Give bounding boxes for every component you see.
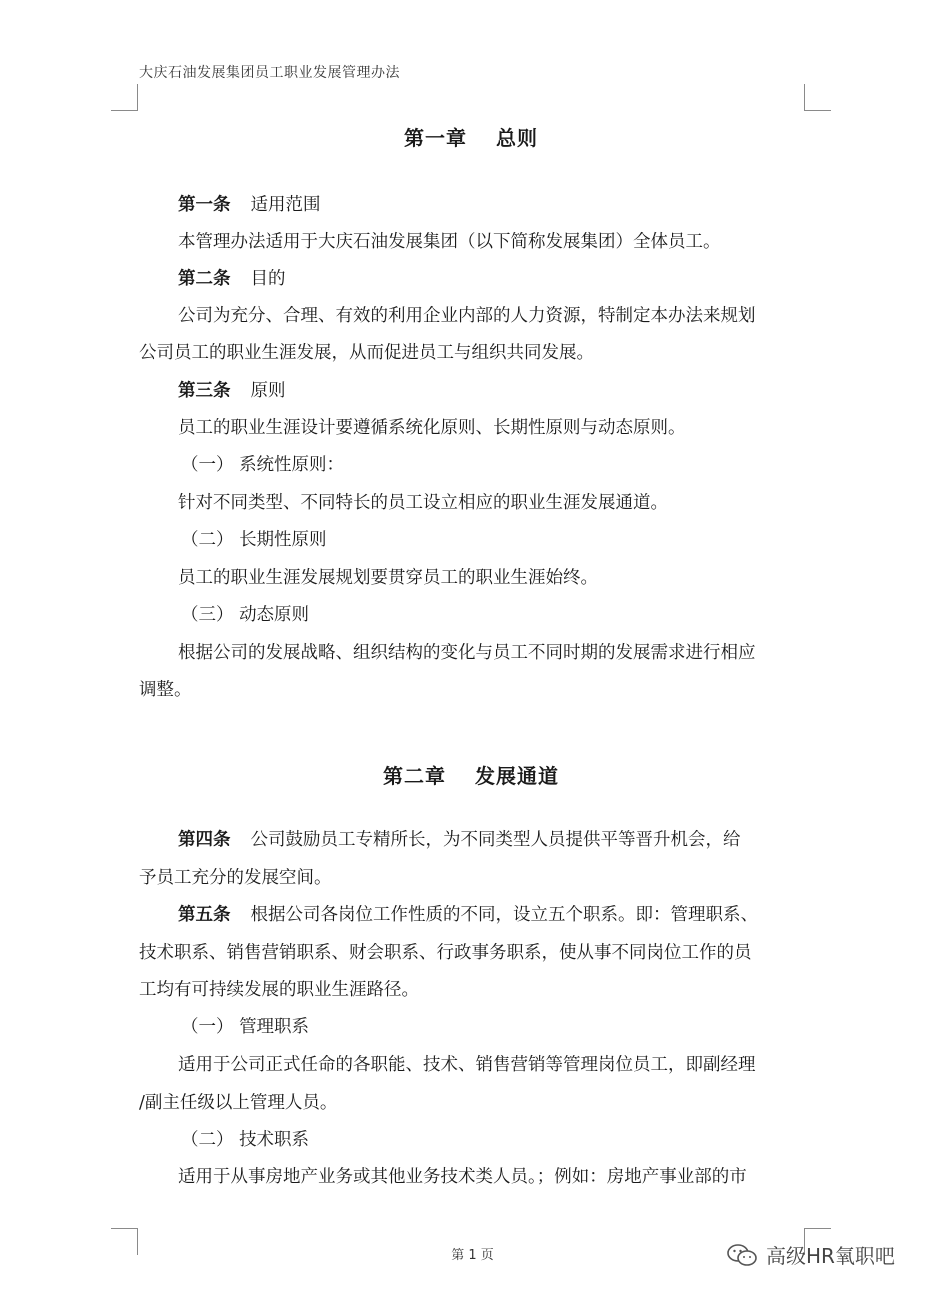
corner-mark-top-right (804, 84, 831, 111)
track-2-title: （二） 技术职系 (181, 1130, 310, 1150)
article-3-text: 员工的职业生涯设计要遵循系统化原则、长期性原则与动态原则。 (178, 418, 686, 438)
chapter-1-title: 第一章 总则 (404, 126, 538, 150)
chapter-2-title: 第二章 发展通道 (383, 764, 559, 788)
article-4-text-2: 予员工充分的发展空间。 (139, 868, 332, 888)
article-3-title: 原则 (250, 381, 286, 401)
running-header: 大庆石油发展集团员工职业发展管理办法 (139, 65, 400, 81)
principle-3-text-2: 调整。 (139, 680, 192, 700)
article-3-heading (139, 379, 842, 403)
track-2-text-1: 适用于从事房地产业务或其他业务技术类人员。；例如：房地产事业部的市 (178, 1167, 747, 1187)
watermark (726, 1240, 895, 1269)
article-5-text-1: 根据公司各岗位工作性质的不同，设立五个职系。即：管理职系、 (250, 905, 758, 925)
principle-1-text: 针对不同类型、不同特长的员工设立相应的职业生涯发展通道。 (178, 493, 668, 513)
article-2-label: 第二条 (178, 269, 231, 289)
principle-1-title: （一） 系统性原则： (181, 455, 345, 475)
track-1-text-2: /副主任级以上管理人员。 (139, 1093, 338, 1113)
article-3-label: 第三条 (178, 381, 231, 401)
article-4-line-1 (139, 828, 842, 852)
article-2-title: 目的 (250, 269, 286, 289)
principle-2-text: 员工的职业生涯发展规划要贯穿员工的职业生涯始终。 (178, 568, 598, 588)
watermark-text: 高级HR氧职吧 (766, 1244, 895, 1268)
article-4-label: 第四条 (178, 830, 231, 850)
article-5-text-3: 工均有可持续发展的职业生涯路径。 (139, 980, 419, 1000)
track-1-title: （一） 管理职系 (181, 1017, 310, 1037)
article-1-text: 本管理办法适用于大庆石油发展集团（以下简称发展集团）全体员工。 (178, 232, 721, 252)
article-2-text-2: 公司员工的职业生涯发展，从而促进员工与组织共同发展。 (139, 343, 594, 363)
principle-3-text-1: 根据公司的发展战略、组织结构的变化与员工不同时期的发展需求进行相应 (178, 643, 756, 663)
wechat-icon (726, 1243, 758, 1267)
article-1-label: 第一条 (178, 195, 231, 215)
article-4-text-1: 公司鼓励员工专精所长，为不同类型人员提供平等晋升机会，给 (250, 830, 741, 850)
article-5-text-2: 技术职系、销售营销职系、财会职系、行政事务职系，使从事不同岗位工作的员 (139, 943, 752, 963)
principle-2-title: （二） 长期性原则 (181, 530, 327, 550)
page-number: 第 1 页 (451, 1248, 494, 1263)
article-1-title: 适用范围 (250, 195, 321, 215)
article-2-heading (139, 267, 842, 291)
article-2-text-1: 公司为充分、合理、有效的利用企业内部的人力资源，特制定本办法来规划 (178, 306, 756, 326)
principle-3-title: （三） 动态原则 (181, 605, 310, 625)
track-1-text-1: 适用于公司正式任命的各职能、技术、销售营销等管理岗位员工，即副经理 (178, 1055, 756, 1075)
article-5-line-1 (139, 903, 842, 927)
corner-mark-top-left (111, 84, 138, 111)
article-1-heading (139, 193, 842, 217)
article-5-label: 第五条 (178, 905, 231, 925)
